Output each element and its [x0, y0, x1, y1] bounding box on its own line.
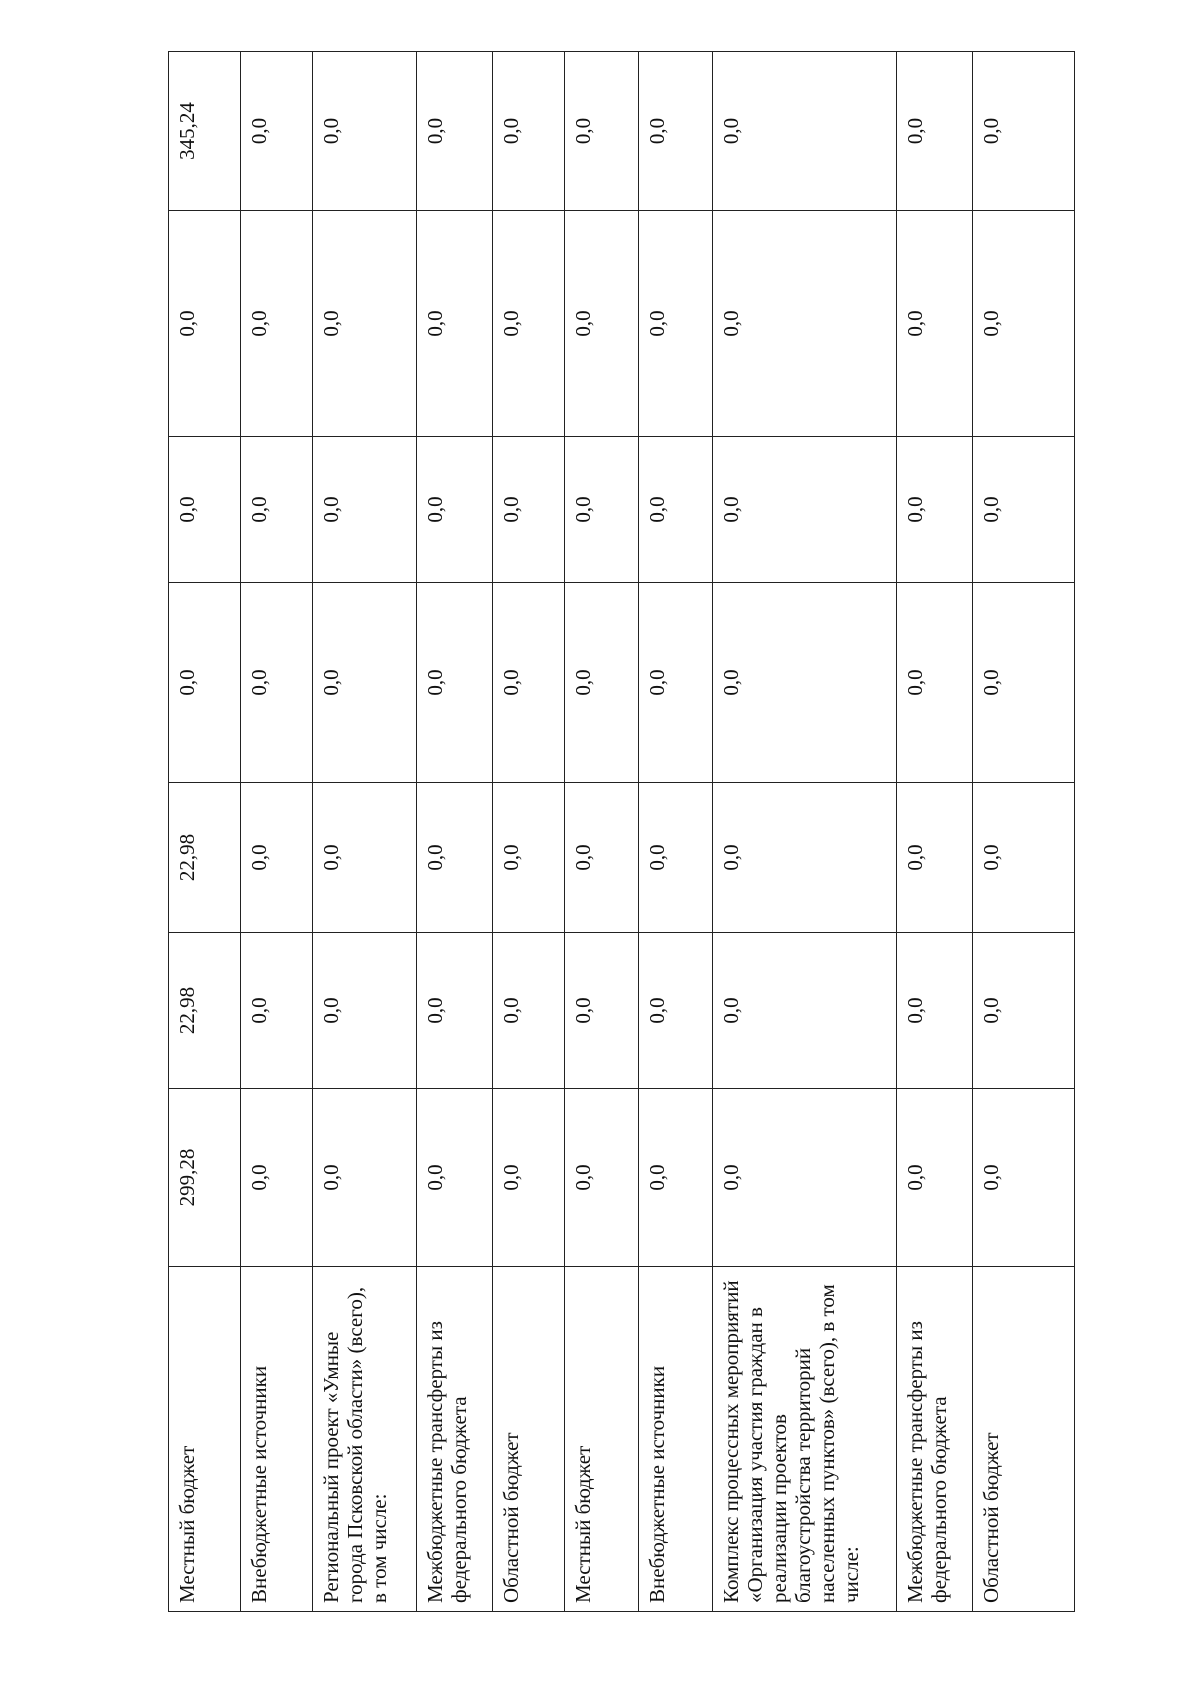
cell-value: 0,0: [713, 933, 897, 1089]
cell-value: 0,0: [417, 437, 493, 583]
cell-value: 0,0: [973, 933, 1075, 1089]
cell-value: 0,0: [169, 211, 241, 437]
table-row: [565, 52, 639, 1612]
cell-value: 0,0: [713, 583, 897, 783]
cell-value: 0,0: [639, 783, 713, 933]
row-label: Региональный проект «Умные города Псковской области» (всего), в том числе:: [313, 1267, 417, 1612]
cell-value: 0,0: [241, 437, 313, 583]
budget-table: [168, 51, 1075, 1612]
row-label: Местный бюджет: [565, 1267, 639, 1612]
cell-value: 0,0: [897, 933, 973, 1089]
cell-value: 0,0: [417, 1089, 493, 1267]
cell-value: 0,0: [639, 437, 713, 583]
cell-value: 0,0: [493, 1089, 565, 1267]
cell-value: 0,0: [493, 783, 565, 933]
cell-value: 0,0: [897, 1089, 973, 1267]
cell-value: 0,0: [639, 583, 713, 783]
cell-value: 0,0: [417, 583, 493, 783]
cell-value: 0,0: [565, 52, 639, 211]
cell-value: 0,0: [169, 583, 241, 783]
cell-value: 0,0: [565, 783, 639, 933]
cell-value: 0,0: [973, 783, 1075, 933]
table-row: [493, 52, 565, 1612]
cell-value: 0,0: [313, 933, 417, 1089]
cell-value: 0,0: [897, 783, 973, 933]
row-label: Местный бюджет: [169, 1267, 241, 1612]
table-row: [973, 52, 1075, 1612]
table-row: [713, 52, 897, 1612]
cell-value: 0,0: [565, 437, 639, 583]
row-label: Межбюджетные трансферты из федерального бюджета: [417, 1267, 493, 1612]
cell-value: 0,0: [313, 52, 417, 211]
cell-value: 0,0: [565, 933, 639, 1089]
cell-value: 0,0: [313, 1089, 417, 1267]
cell-value: 0,0: [713, 52, 897, 211]
cell-value: 0,0: [639, 211, 713, 437]
cell-value: 0,0: [713, 783, 897, 933]
cell-value: 0,0: [417, 933, 493, 1089]
cell-value: 0,0: [973, 583, 1075, 783]
cell-value: 0,0: [713, 1089, 897, 1267]
cell-value: 0,0: [897, 211, 973, 437]
cell-value: 0,0: [639, 933, 713, 1089]
cell-value: 0,0: [973, 437, 1075, 583]
table-row: [313, 52, 417, 1612]
cell-value: 0,0: [565, 583, 639, 783]
cell-value: 0,0: [241, 933, 313, 1089]
cell-value: 0,0: [493, 933, 565, 1089]
cell-value: 0,0: [493, 52, 565, 211]
table-row: [417, 52, 493, 1612]
row-label: Областной бюджет: [973, 1267, 1075, 1612]
cell-value: 0,0: [169, 437, 241, 583]
cell-value: 0,0: [241, 583, 313, 783]
cell-value: 22,98: [169, 783, 241, 933]
cell-value: 0,0: [417, 783, 493, 933]
cell-value: 0,0: [313, 437, 417, 583]
cell-value: 0,0: [493, 583, 565, 783]
cell-value: 0,0: [639, 52, 713, 211]
cell-value: 0,0: [973, 52, 1075, 211]
cell-value: 0,0: [493, 437, 565, 583]
cell-value: 345,24: [169, 52, 241, 211]
cell-value: 0,0: [639, 1089, 713, 1267]
cell-value: 0,0: [897, 437, 973, 583]
cell-value: 0,0: [713, 437, 897, 583]
cell-value: 22,98: [169, 933, 241, 1089]
row-label: Внебюджетные источники: [639, 1267, 713, 1612]
cell-value: 0,0: [493, 211, 565, 437]
cell-value: 0,0: [897, 583, 973, 783]
cell-value: 0,0: [241, 1089, 313, 1267]
cell-value: 0,0: [973, 211, 1075, 437]
cell-value: 0,0: [313, 583, 417, 783]
table-row: [897, 52, 973, 1612]
cell-value: 0,0: [897, 52, 973, 211]
row-label: Областной бюджет: [493, 1267, 565, 1612]
cell-value: 0,0: [565, 211, 639, 437]
row-label: Межбюджетные трансферты из федерального бюджета: [897, 1267, 973, 1612]
cell-value: 299,28: [169, 1089, 241, 1267]
row-label: Комплекс процессных мероприятий «Организация участия граждан в реализации проектов благоустройства территорий населенных пунктов» (всего), в том числе:: [713, 1267, 897, 1612]
cell-value: 0,0: [417, 52, 493, 211]
cell-value: 0,0: [417, 211, 493, 437]
table-row: [639, 52, 713, 1612]
cell-value: 0,0: [241, 211, 313, 437]
rotated-page-content: [168, 52, 1074, 1612]
cell-value: 0,0: [241, 783, 313, 933]
cell-value: 0,0: [713, 211, 897, 437]
cell-value: 0,0: [313, 211, 417, 437]
row-label: Внебюджетные источники: [241, 1267, 313, 1612]
table-row: [241, 52, 313, 1612]
cell-value: 0,0: [973, 1089, 1075, 1267]
table-row: [169, 52, 241, 1612]
cell-value: 0,0: [565, 1089, 639, 1267]
cell-value: 0,0: [313, 783, 417, 933]
cell-value: 0,0: [241, 52, 313, 211]
